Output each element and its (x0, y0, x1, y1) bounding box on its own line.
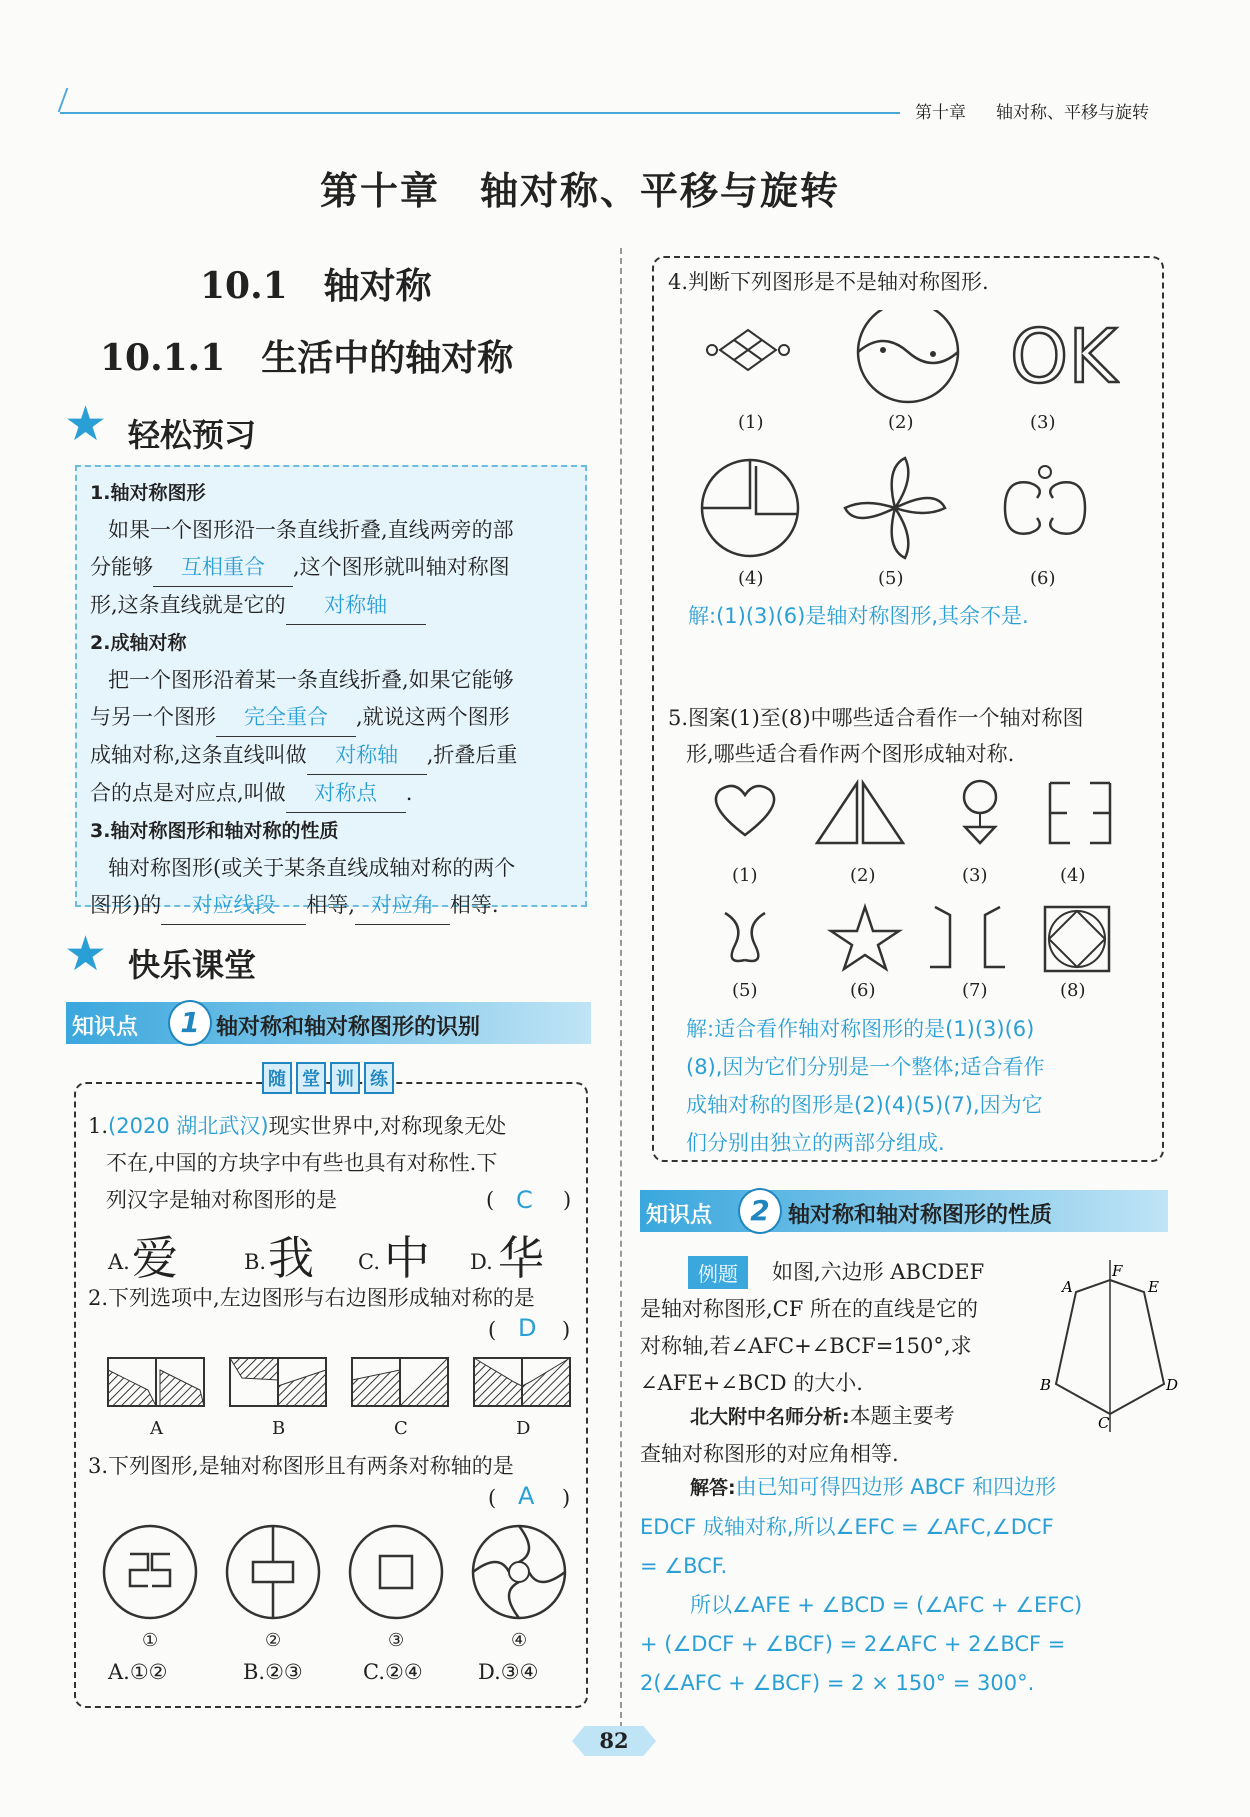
q1-options (108, 1222, 588, 1285)
q3-label-1: ① (142, 1630, 159, 1651)
example-line-d: ∠AFE+∠BCD 的大小. (640, 1371, 863, 1395)
q5-answer-c: 成轴对称的图形是(2)(4)(5)(7),因为它 (686, 1093, 1043, 1117)
q3-figure-3 (350, 1526, 442, 1618)
preview-q2-answer3: 对称点 (286, 775, 406, 813)
q3-figure-4 (473, 1526, 565, 1618)
preview-q2-line-b (90, 699, 580, 737)
q1-opt-a-char: 爱 (132, 1231, 178, 1285)
q4-figure-2 (858, 310, 958, 402)
q5-line-a: 5.图案(1)至(8)中哪些适合看作一个轴对称图 (668, 706, 1084, 730)
preview-heading: 轻松预习 (128, 416, 257, 454)
class-star-icon: ★ (64, 926, 108, 982)
preview-q1-b1: 分能够 (90, 555, 153, 579)
q3-figure-1 (104, 1526, 196, 1618)
column-divider (620, 248, 622, 1728)
solution (640, 1468, 1170, 1703)
chapter-title: 第十章 轴对称、平移与旋转 (320, 169, 841, 213)
q5-cap-7: (7) (962, 980, 988, 1001)
preview-q1-line-c (90, 587, 580, 625)
q3-answer: A (518, 1482, 535, 1510)
header-slashes (58, 88, 89, 112)
hex-label-a: A (1062, 1278, 1073, 1296)
q1-opt-a-label: A. (108, 1250, 130, 1274)
q5-figure-3 (964, 781, 996, 843)
preview-q1-answer1: 互相重合 (153, 549, 293, 587)
kp1-number: 1 (168, 1000, 212, 1046)
q5-figure-8 (1045, 907, 1109, 971)
example-line-b: 是轴对称图形,CF 所在的直线是它的 (640, 1297, 978, 1321)
q3-bracket-r: ) (562, 1486, 571, 1510)
q4-answer: 解:(1)(3)(6)是轴对称图形,其余不是. (688, 604, 1029, 628)
drill-char-3: 训 (330, 1062, 360, 1094)
analysis-label: 北大附中名师分析: (690, 1406, 850, 1428)
q5-cap-1: (1) (732, 865, 758, 886)
q5-figure-6 (831, 907, 899, 969)
preview-q2-b2: ,就说这两个图形 (356, 705, 510, 729)
q1-answer: C (516, 1186, 533, 1214)
solution-line-e: + (∠DCF + ∠BCF) = 2∠AFC + 2∠BCF = (640, 1632, 1066, 1656)
q3-label-4: ④ (511, 1630, 528, 1651)
hex-label-f: F (1112, 1262, 1123, 1280)
q3-opt-b: B.②③ (243, 1660, 303, 1684)
drill-badge (262, 1062, 394, 1094)
q5-answer-b: (8),因为它们分别是一个整体;适合看作 (686, 1055, 1045, 1079)
q1-opt-b-char: 我 (268, 1231, 314, 1285)
preview-q3-line-b (90, 887, 580, 925)
preview-q3-b3: 相等. (449, 893, 499, 917)
hex-label-c: C (1098, 1414, 1110, 1432)
solution-line-b: EDCF 成轴对称,所以∠EFC = ∠AFC,∠DCF (640, 1515, 1054, 1539)
q1-num: 1. (88, 1114, 109, 1138)
q4-text: 4.判断下列图形是不是轴对称图形. (668, 270, 989, 294)
preview-q1-title: 1.轴对称图形 (90, 482, 206, 504)
header-topic: 轴对称、平移与旋转 (996, 103, 1149, 123)
subsection-title: 10.1.1 生活中的轴对称 (100, 337, 514, 379)
page-number: 82 (599, 1728, 629, 1753)
q3-opt-c: C.②④ (363, 1660, 423, 1684)
preview-q3-answer2: 对应角 (355, 887, 450, 925)
preview-q2-answer1: 完全重合 (216, 699, 356, 737)
q2-figure-d (474, 1358, 570, 1406)
solution-line-d: 所以∠AFE + ∠BCD = (∠AFC + ∠EFC) (690, 1593, 1083, 1617)
preview-star-icon: ★ (64, 396, 108, 452)
q1-opt-d-char: 华 (498, 1231, 544, 1285)
header-chapter: 第十章 (915, 103, 966, 123)
drill-char-1: 随 (262, 1062, 292, 1094)
q4-figure-5 (845, 458, 945, 558)
q1-opt-c-char: 中 (384, 1231, 430, 1285)
solution-label: 解答: (690, 1477, 736, 1499)
q5-cap-4: (4) (1060, 865, 1086, 886)
q1-source: (2020 湖北武汉) (108, 1114, 269, 1138)
solution-line-a (640, 1468, 1170, 1508)
kp2-label: 知识点 (646, 1203, 713, 1228)
preview-q2-title: 2.成轴对称 (90, 632, 187, 654)
preview-q1-line-a: 如果一个图形沿一条直线折叠,直线两旁的部 (108, 518, 514, 542)
q3-label-3: ③ (388, 1630, 405, 1651)
hexagon-figure (1040, 1256, 1180, 1436)
q5-figure-2 (817, 783, 903, 843)
preview-q2-d1: 合的点是对应点,叫做 (90, 781, 286, 805)
hex-label-e: E (1148, 1278, 1159, 1296)
q1-opt-d-label: D. (470, 1250, 493, 1274)
q2-bracket-r: ) (562, 1318, 571, 1342)
q3-text: 3.下列图形,是轴对称图形且有两条对称轴的是 (88, 1454, 514, 1478)
q2-figures (100, 1350, 590, 1420)
q1-line-a (88, 1108, 578, 1145)
preview-q2-b1: 与另一个图形 (90, 705, 216, 729)
solution-line-c: = ∠BCF. (640, 1554, 728, 1578)
q2-label-d: D (516, 1418, 531, 1439)
preview-q3-b2: 相等, (306, 893, 355, 917)
example-line-c: 对称轴,若∠AFC+∠BCF=150°,求 (640, 1334, 972, 1358)
q3-bracket: ( (488, 1486, 497, 1510)
q4-cap-5: (5) (878, 568, 904, 589)
q4-figure-3-ok: OK (1010, 314, 1117, 400)
preview-q3-line-a: 轴对称图形(或关于某条直线成轴对称的两个 (108, 856, 516, 880)
q1-paren-l: ( (486, 1188, 495, 1212)
q2-label-a: A (150, 1418, 163, 1439)
preview-q1-b2: ,这个图形就叫轴对称图 (293, 555, 510, 579)
q3-figure-2 (227, 1526, 319, 1618)
q5-answer (686, 1010, 1045, 1162)
q2-figure-a (108, 1358, 204, 1406)
preview-q2-d2: . (405, 781, 413, 805)
hex-label-d: D (1166, 1376, 1179, 1394)
class-heading: 快乐课堂 (128, 946, 257, 984)
q5-answer-a: 解:适合看作轴对称图形的是(1)(3)(6) (686, 1017, 1035, 1041)
q4-figures (700, 310, 1120, 590)
q5-figure-4 (1050, 783, 1110, 843)
analysis-line-a (640, 1398, 1040, 1436)
preview-q2-line-a: 把一个图形沿着某一条直线折叠,如果它能够 (108, 668, 514, 692)
preview-q1-line-b (90, 549, 580, 587)
header-rule (60, 112, 900, 114)
q1-line-c (88, 1182, 578, 1219)
q3-label-2: ② (265, 1630, 282, 1651)
q5-line-b: 形,哪些适合看作两个图形成轴对称. (686, 742, 1015, 766)
analysis-text-a: 本题主要考 (849, 1404, 955, 1428)
q5-cap-6: (6) (850, 980, 876, 1001)
analysis-line-b: 查轴对称图形的对应角相等. (640, 1442, 899, 1466)
preview-q3-answer1: 对应线段 (161, 887, 306, 925)
q1-text-c: 列汉字是轴对称图形的是 (106, 1188, 337, 1212)
q5-cap-3: (3) (962, 865, 988, 886)
q5-figure-1 (716, 786, 774, 835)
q5-cap-5: (5) (732, 980, 758, 1001)
preview-q2-line-d (90, 775, 580, 813)
q3-figures (100, 1522, 590, 1622)
q2-label-b: B (272, 1418, 286, 1439)
q5-answer-d: 们分别由独立的两部分组成. (686, 1131, 945, 1155)
q1-block (88, 1108, 578, 1219)
q3-opt-a: A.①② (108, 1660, 168, 1684)
q4-figure-1 (707, 330, 789, 370)
q4-cap-1: (1) (738, 412, 764, 433)
preview-q2-line-c (90, 737, 580, 775)
q4-cap-2: (2) (888, 412, 914, 433)
preview-content (90, 475, 580, 925)
q2-bracket: ( (488, 1318, 497, 1342)
q1-line-b: 不在,中国的方块字中有些也具有对称性.下 (106, 1151, 498, 1175)
q4-figure-4 (702, 460, 798, 556)
q3-opt-d: D.③④ (478, 1660, 539, 1684)
example-tag: 例题 (688, 1256, 748, 1289)
preview-q1-c1: 形,这条直线就是它的 (90, 593, 286, 617)
q4-cap-4: (4) (738, 568, 764, 589)
q5-figure-5 (725, 913, 765, 961)
analysis (640, 1398, 1040, 1473)
preview-q2-answer2: 对称轴 (307, 737, 427, 775)
q1-opt-c-label: C. (358, 1250, 380, 1274)
solution-line-f: 2(∠AFC + ∠BCF) = 2 × 150° = 300°. (640, 1671, 1035, 1695)
solution-text-a: 由已知可得四边形 ABCF 和四边形 (735, 1475, 1057, 1499)
drill-char-4: 练 (364, 1062, 394, 1094)
section-title: 10.1 轴对称 (200, 265, 432, 307)
q2-figure-c (352, 1358, 448, 1406)
q5-figure-7 (930, 907, 1005, 967)
preview-q3-title: 3.轴对称图形和轴对称的性质 (90, 820, 339, 842)
kp1-title: 轴对称和轴对称图形的识别 (216, 1015, 481, 1040)
q1-paren-r: ) (563, 1188, 572, 1212)
q2-answer: D (518, 1314, 537, 1342)
q4-cap-3: (3) (1030, 412, 1056, 433)
example-line-a: 如图,六边形 ABCDEF (772, 1260, 985, 1284)
kp2-number: 2 (738, 1188, 782, 1234)
q2-figure-b (230, 1358, 326, 1406)
preview-q2-c2: ,折叠后重 (426, 743, 518, 767)
q1-opt-b-label: B. (244, 1250, 267, 1274)
q5-cap-2: (2) (850, 865, 876, 886)
q1-text-a: 现实世界中,对称现象无处 (268, 1114, 507, 1138)
example-text (640, 1254, 1040, 1402)
hex-label-b: B (1040, 1376, 1052, 1394)
kp2-title: 轴对称和轴对称图形的性质 (788, 1203, 1053, 1228)
q4-figure-6 (1005, 466, 1085, 534)
preview-q1-answer2: 对称轴 (286, 587, 426, 625)
kp1-label: 知识点 (72, 1015, 139, 1040)
q2-label-c: C (394, 1418, 408, 1439)
drill-char-2: 堂 (296, 1062, 326, 1094)
q4-cap-6: (6) (1030, 568, 1056, 589)
preview-q2-c1: 成轴对称,这条直线叫做 (90, 743, 307, 767)
q5-cap-8: (8) (1060, 980, 1086, 1001)
q2-text: 2.下列选项中,左边图形与右边图形成轴对称的是 (88, 1286, 535, 1310)
preview-q3-b1: 图形)的 (90, 893, 162, 917)
